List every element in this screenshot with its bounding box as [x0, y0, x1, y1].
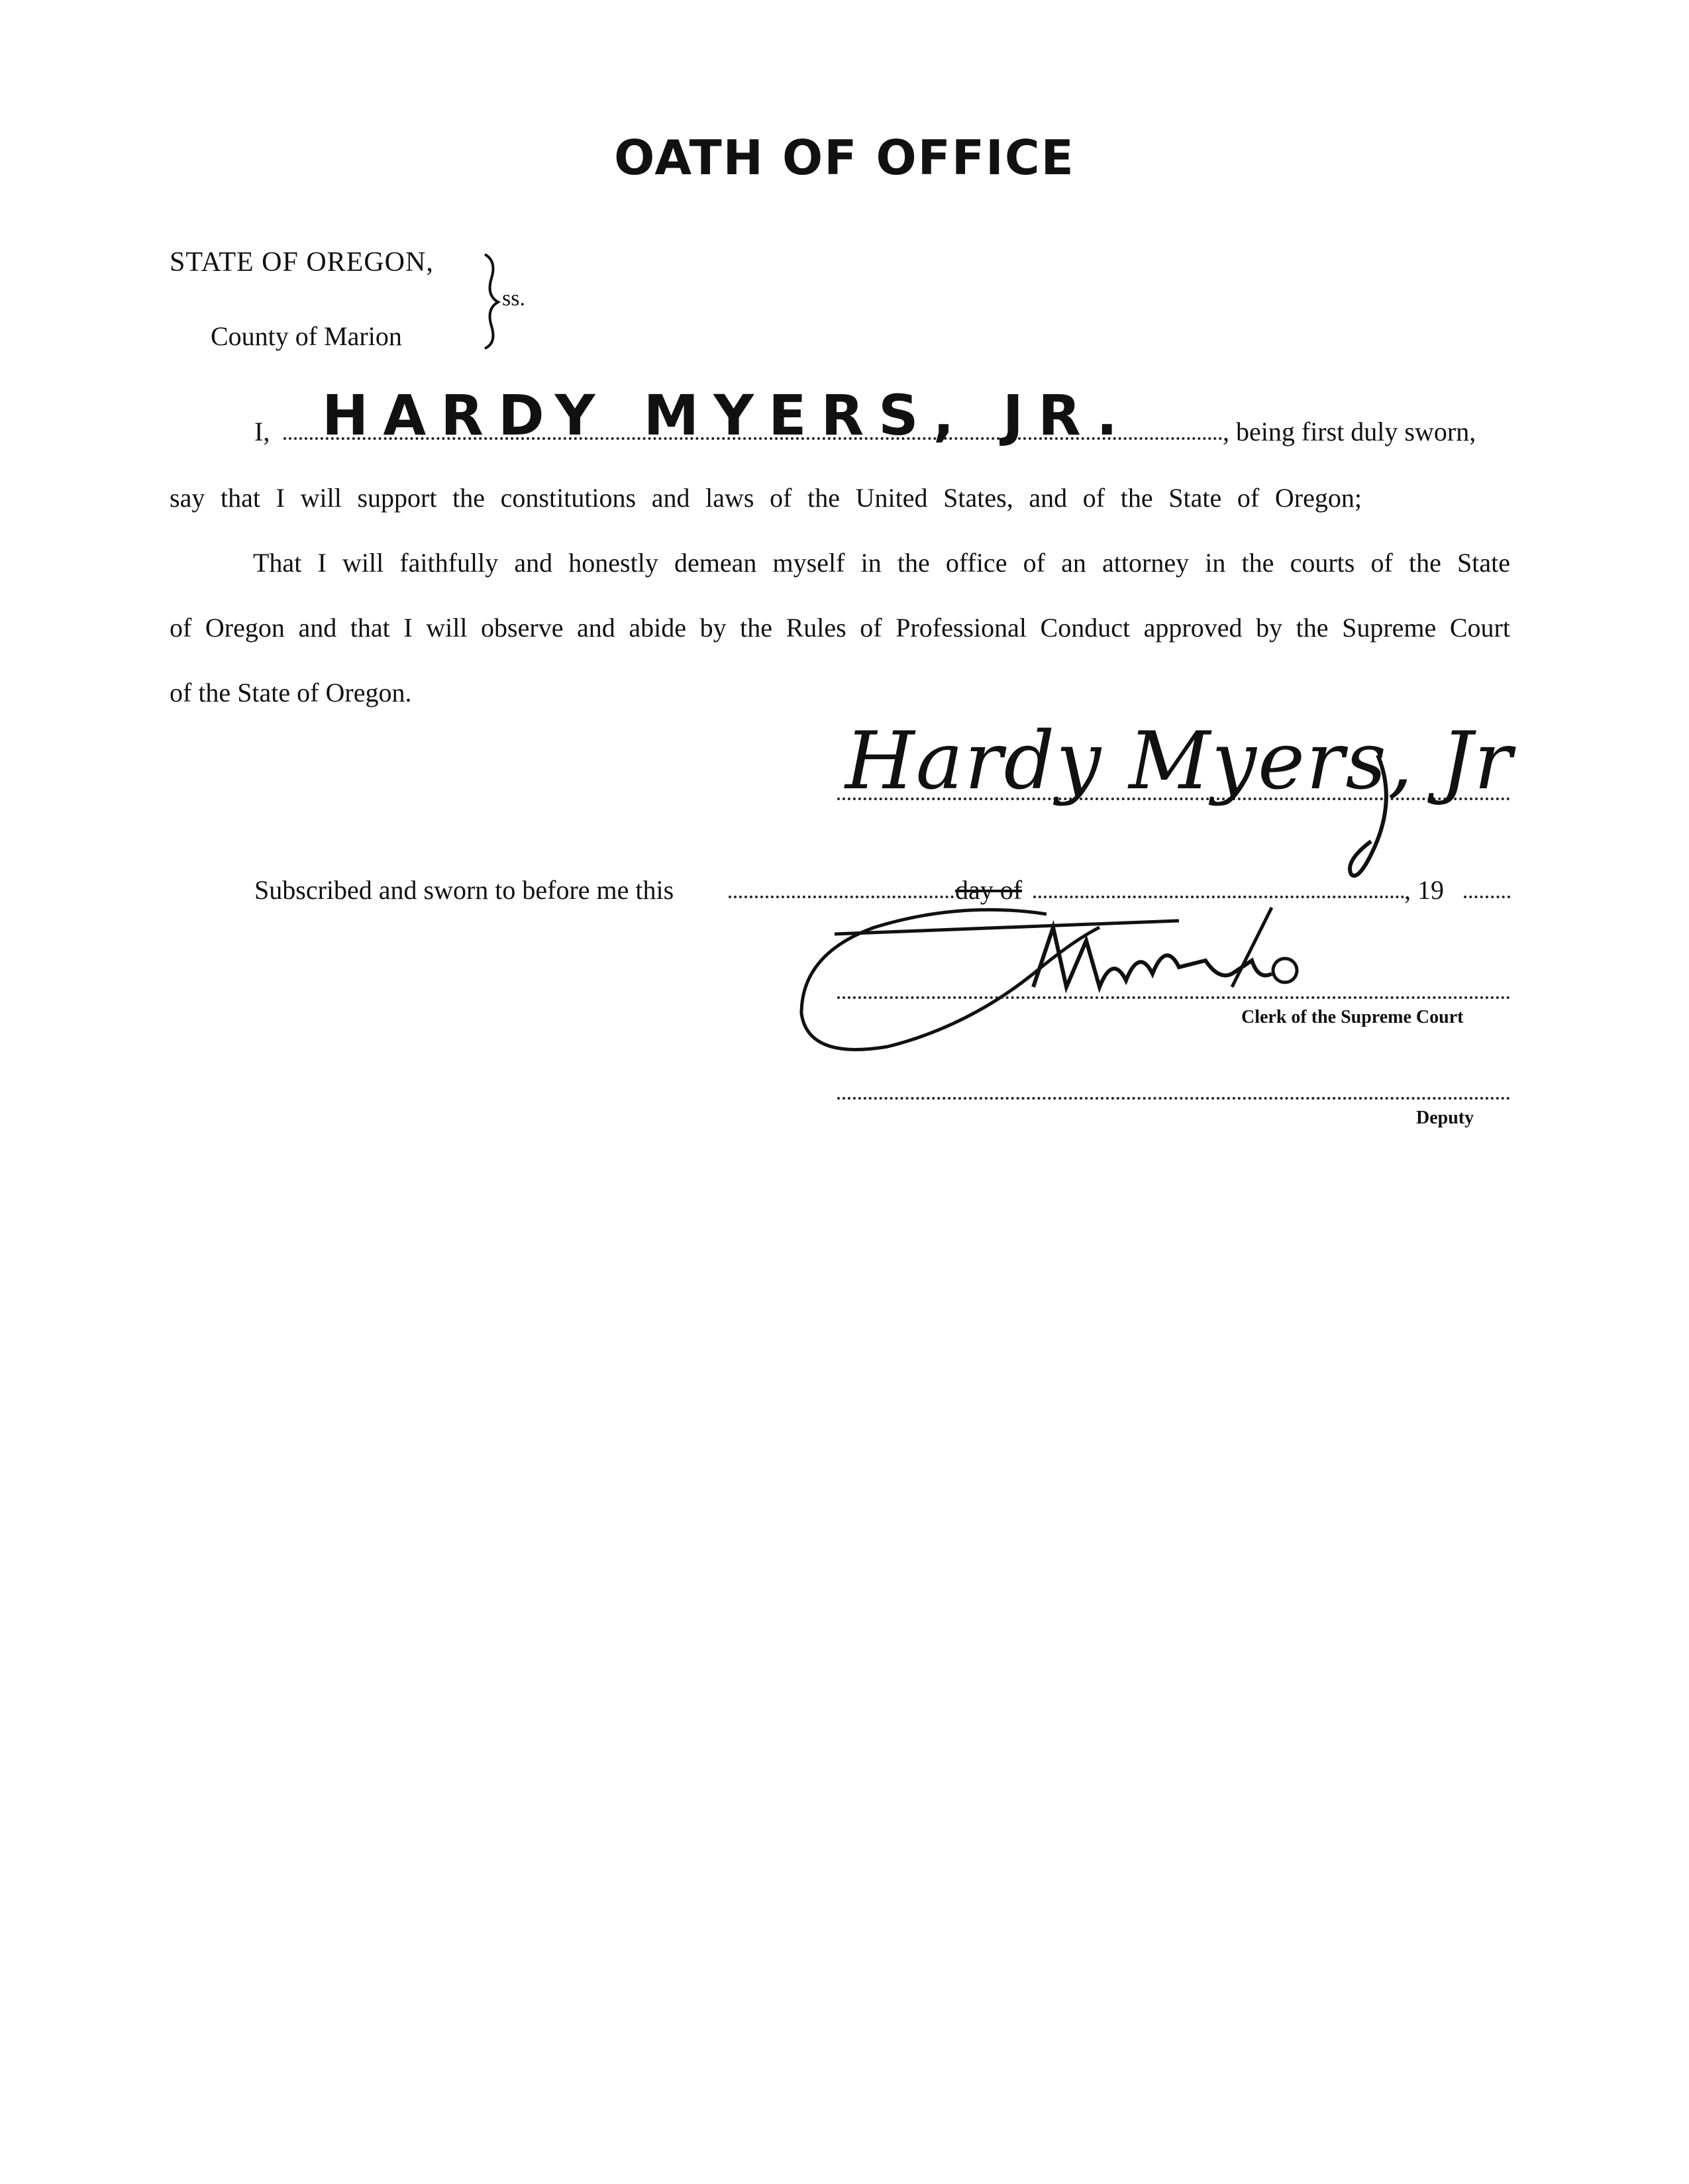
oath-line-4: of Oregon and that I will observe and abide by the Rules of Professional Conduct approved by the Supreme Court [170, 613, 1510, 643]
oath-line-2: say that I will support the constitutions and laws of the United States, and of the State of Oregon; [170, 483, 1362, 513]
sworn-suffix: , being first duly sworn, [1223, 417, 1476, 446]
oath-pronoun: I, [254, 417, 270, 446]
venue-county: County of Marion [211, 321, 402, 351]
document-title: OATH OF OFFICE [614, 130, 1075, 185]
affiant-name-handwritten: HARDY MYERS, JR. [322, 383, 1133, 448]
clerk-label: Clerk of the Supreme Court [1241, 1007, 1464, 1027]
jurat-day-line [729, 896, 954, 898]
jurat-year-line [1464, 896, 1510, 898]
venue-ss: ss. [502, 286, 525, 311]
signature-flourish [1351, 742, 1484, 888]
clerk-signature [795, 901, 1325, 1073]
jurat-year-prefix: , 19 [1404, 875, 1444, 905]
clerk-signature-line [837, 996, 1510, 999]
venue-state: STATE OF OREGON, [170, 247, 434, 278]
jurat-prefix: Subscribed and sworn to before me this [254, 875, 674, 905]
oath-line-5: of the State of Oregon. [170, 678, 412, 707]
jurat-day-of: day of [955, 875, 1023, 905]
affiant-signature: Hardy Myers, Jr [845, 715, 1513, 807]
deputy-label: Deputy [1416, 1108, 1474, 1128]
jurat-month-line [1033, 896, 1404, 898]
deputy-signature-line [837, 1097, 1510, 1100]
oath-line-3: That I will faithfully and honestly demean myself in the office of an attorney in the courts of the State [253, 548, 1510, 578]
